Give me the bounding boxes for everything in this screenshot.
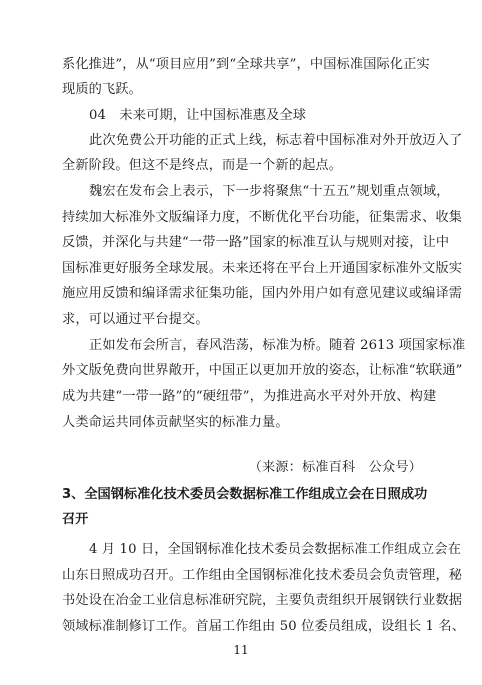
paragraph-line: 现质的飞跃。 [62, 82, 143, 97]
paragraph-line: 全新阶段。但这不是终点，而是一个新的起点。 [62, 158, 343, 173]
paragraph-line: 人类命运共同体贡献坚实的标准力量。 [62, 415, 289, 430]
paragraph-line: 4 月 10 日，全国钢标准化技术委员会数据标准工作组成立会在 [89, 542, 462, 557]
section-heading: 04 未来可期，让中国标准惠及全球 [89, 108, 307, 123]
paragraph-line: 魏宏在发布会上表示，下一步将聚焦“十五五”规划重点领域， [89, 184, 450, 199]
section-title: 3、全国钢标准化技术委员会数据标准工作组成立会在日照成功 [62, 487, 428, 502]
paragraph-line: 山东日照成功召开。工作组由全国钢标准化技术委员会负责管理，秘 [62, 568, 463, 583]
paragraph-line: 领域标准制修订工作。首届工作组由 50 位委员组成，设组长 1 名、 [62, 619, 466, 634]
section-title: 召开 [62, 512, 89, 527]
paragraph-line: 持续加大标准外文版编译力度，不断优化平台功能，征集需求、收集 [62, 210, 463, 225]
paragraph-line: 施应用反馈和编译需求征集功能，国内外用户如有意见建议或编译需 [62, 286, 463, 301]
paragraph-line: 反馈，并深化与共建“一带一路”国家的标准互认与规则对接，让中 [62, 235, 450, 250]
paragraph-line: 外文版免费向世界敞开，中国正以更加开放的姿态，让标准“软联通” [62, 363, 463, 378]
paragraph-line: 求，可以通过平台提交。 [62, 312, 209, 327]
paragraph-line: 此次免费公开功能的正式上线，标志着中国标准对外开放迈入了 [89, 133, 463, 148]
page-number: 11 [233, 643, 249, 657]
paragraph-line: 国标准更好服务全球发展。未来还将在平台上开通国家标准外文版实 [62, 261, 463, 276]
source-citation: （来源：标准百科 公众号） [248, 460, 422, 475]
paragraph-line: 成为共建“一带一路”的“硬纽带”，为推进高水平对外开放、构建 [62, 389, 437, 404]
paragraph-line: 正如发布会所言，春风浩荡，标准为桥。随着 2613 项国家标准 [89, 338, 466, 353]
paragraph-line: 书处设在冶金工业信息标准研究院，主要负责组织开展钢铁行业数据 [62, 593, 463, 608]
paragraph-line: 系化推进”，从“项目应用”到“全球共享”，中国标准国际化正实 [62, 57, 430, 72]
